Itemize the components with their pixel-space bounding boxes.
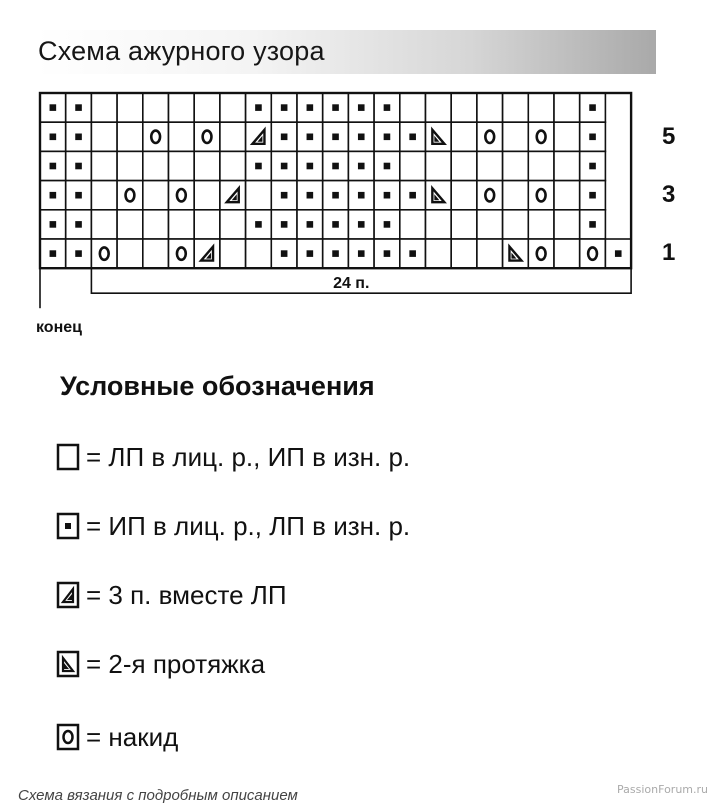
chart-cell (220, 210, 246, 239)
chart-cell (91, 122, 117, 151)
knitting-chart (0, 0, 716, 345)
chart-cell (91, 210, 117, 239)
purl-dot-mark (255, 221, 262, 228)
chart-cell (477, 122, 503, 151)
decrease-right-icon (56, 581, 80, 609)
purl-dot-mark (75, 221, 82, 228)
purl-dot-mark (281, 192, 288, 199)
purl-dot-mark (589, 163, 596, 170)
purl-dot-mark (589, 134, 596, 141)
chart-cell (117, 93, 143, 122)
chart-cell (194, 151, 220, 180)
chart-cell (91, 93, 117, 122)
purl-dot-mark (281, 221, 288, 228)
chart-cell (554, 122, 580, 151)
chart-cell (246, 239, 272, 268)
chart-cell (400, 93, 426, 122)
legend-text-knit: = ЛП в лиц. р., ИП в изн. р. (86, 441, 411, 472)
repeat-label: 24 п. (333, 275, 370, 293)
purl-dot-mark (589, 192, 596, 199)
chart-cell (426, 239, 452, 268)
chart-cell (554, 210, 580, 239)
chart-cell (528, 239, 554, 268)
chart-title: Схема ажурного узора (38, 36, 325, 66)
chart-cell (503, 210, 529, 239)
purl-dot-mark (332, 192, 339, 199)
yarn-over-icon (56, 723, 80, 751)
chart-cell (503, 122, 529, 151)
watermark: PassionForum.ru (617, 783, 708, 796)
chart-cell (169, 210, 195, 239)
chart-cell (451, 93, 477, 122)
chart-cell (143, 151, 169, 180)
chart-cell (117, 181, 143, 210)
purl-dot-mark (255, 163, 262, 170)
purl-dot-mark (281, 163, 288, 170)
chart-cell (580, 239, 606, 268)
chart-cell (477, 93, 503, 122)
purl-dot-mark (384, 163, 391, 170)
purl-dot-mark (50, 163, 57, 170)
chart-cell (169, 151, 195, 180)
legend-item-sk2p (56, 649, 265, 679)
chart-cell (117, 239, 143, 268)
legend-text-k3tog: = 3 п. вместе ЛП (86, 579, 287, 610)
decrease-left-icon (56, 650, 80, 678)
purl-dot-mark (332, 221, 339, 228)
chart-cell (91, 239, 117, 268)
purl-dot-mark (50, 221, 57, 228)
chart-cell (554, 93, 580, 122)
purl-dot-mark (50, 192, 57, 199)
chart-cell (143, 181, 169, 210)
purl-dot-mark (358, 250, 365, 257)
purl-dot-mark (75, 163, 82, 170)
chart-cell (528, 210, 554, 239)
legend-item-purl (56, 511, 410, 541)
chart-cell (554, 151, 580, 180)
chart-cell (503, 93, 529, 122)
purl-dot-mark (307, 192, 314, 199)
chart-cell (91, 151, 117, 180)
legend-item-knit (56, 442, 410, 472)
chart-cell (451, 239, 477, 268)
purl-dot-mark (358, 134, 365, 141)
chart-cell (451, 210, 477, 239)
purl-dot-mark (358, 192, 365, 199)
chart-cell (528, 151, 554, 180)
purl-dot-mark (307, 250, 314, 257)
purl-dot-mark (384, 104, 391, 111)
chart-cell (451, 122, 477, 151)
purl-dot-mark (332, 163, 339, 170)
purl-dot-mark (358, 221, 365, 228)
legend-item-k3tog (56, 580, 287, 610)
purl-dot-mark (358, 104, 365, 111)
purl-dot-mark (307, 163, 314, 170)
chart-cell (451, 181, 477, 210)
chart-cell (554, 239, 580, 268)
chart-cell (477, 239, 503, 268)
purl-dot-mark (75, 250, 82, 257)
chart-cell (528, 181, 554, 210)
purl-dot-mark (281, 134, 288, 141)
footer-caption: Схема вязания с подробным описанием (18, 787, 298, 804)
chart-cell (451, 151, 477, 180)
chart-cell (477, 210, 503, 239)
purl-dot-mark (75, 192, 82, 199)
purl-dot-mark (615, 250, 622, 257)
purl-dot-mark (384, 250, 391, 257)
end-label: конец (36, 319, 82, 337)
purl-dot-mark (50, 250, 57, 257)
purl-dot-mark (384, 134, 391, 141)
chart-cell (426, 151, 452, 180)
purl-dot-mark (50, 104, 57, 111)
chart-cell (194, 122, 220, 151)
purl-dot-mark (409, 192, 416, 199)
chart-cell (220, 122, 246, 151)
purl-dot-mark (589, 221, 596, 228)
purl-dot-mark (332, 134, 339, 141)
chart-cell (143, 210, 169, 239)
row-number-5: 5 (662, 123, 676, 150)
purl-dot-mark (409, 134, 416, 141)
chart-cell (528, 93, 554, 122)
purl-dot-mark (307, 104, 314, 111)
purl-dot-mark (384, 192, 391, 199)
chart-cell (426, 93, 452, 122)
chart-cell (220, 151, 246, 180)
dot-cell-icon (56, 512, 80, 540)
legend-text-purl: = ИП в лиц. р., ЛП в изн. р. (86, 510, 411, 541)
chart-cell (477, 151, 503, 180)
chart-cell (91, 181, 117, 210)
chart-cell (143, 239, 169, 268)
purl-dot-mark (307, 134, 314, 141)
purl-dot-mark (358, 163, 365, 170)
legend-text-sk2p: = 2-я протяжка (86, 648, 266, 679)
purl-dot-mark (281, 104, 288, 111)
chart-cell (143, 93, 169, 122)
chart-cell (400, 210, 426, 239)
row-number-1: 1 (662, 239, 676, 266)
chart-cell (117, 151, 143, 180)
chart-cell (117, 122, 143, 151)
purl-dot-mark (384, 221, 391, 228)
chart-cell (194, 93, 220, 122)
legend-text-yo: = накид (86, 721, 179, 752)
chart-cell (143, 122, 169, 151)
chart-cell (503, 181, 529, 210)
chart-cell (194, 181, 220, 210)
purl-dot-mark (332, 250, 339, 257)
chart-cell (477, 181, 503, 210)
chart-cell (246, 181, 272, 210)
purl-dot-mark (50, 134, 57, 141)
purl-dot-mark (75, 134, 82, 141)
chart-cell (220, 239, 246, 268)
purl-dot-mark (307, 221, 314, 228)
purl-dot-mark (75, 104, 82, 111)
chart-cell (400, 151, 426, 180)
legend-item-yo (56, 722, 178, 752)
blank-cell-icon (56, 443, 80, 471)
purl-dot-mark (589, 104, 596, 111)
chart-cell (169, 239, 195, 268)
purl-dot-mark (409, 250, 416, 257)
chart-cell (528, 122, 554, 151)
purl-dot-mark (255, 104, 262, 111)
row-number-3: 3 (662, 181, 676, 208)
chart-cell (194, 210, 220, 239)
chart-cell (220, 93, 246, 122)
purl-dot-mark (281, 250, 288, 257)
chart-cell (426, 210, 452, 239)
purl-dot-mark (332, 104, 339, 111)
chart-cell (169, 93, 195, 122)
chart-cell (117, 210, 143, 239)
chart-cell (169, 181, 195, 210)
legend-title: Условные обозначения (60, 371, 375, 401)
chart-cell (554, 181, 580, 210)
chart-cell (503, 151, 529, 180)
chart-cell (169, 122, 195, 151)
